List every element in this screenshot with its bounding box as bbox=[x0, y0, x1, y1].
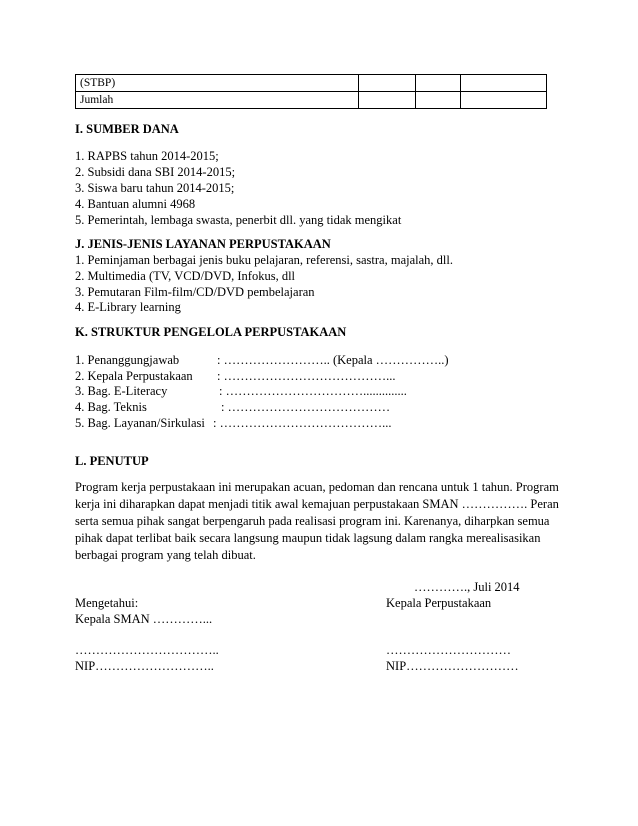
list-item-value: : …………………………………... bbox=[217, 369, 396, 383]
table-cell bbox=[461, 92, 547, 109]
signature-right-name: ………………………… bbox=[386, 643, 511, 657]
list-item: 1. RAPBS tahun 2014-2015; bbox=[75, 149, 219, 163]
table-cell bbox=[359, 92, 415, 109]
list-item-role: 1. Penanggungjawab bbox=[75, 353, 180, 367]
table-row bbox=[76, 75, 547, 92]
list-item-role: 4. Bag. Teknis bbox=[75, 400, 147, 414]
closing-paragraph bbox=[75, 479, 565, 564]
list-item-value: : …………………………….............. bbox=[219, 384, 407, 398]
table-cell bbox=[415, 92, 460, 109]
list-item-role: 3. Bag. E-Literacy bbox=[75, 384, 168, 398]
signature-left-name: …………………………….. bbox=[75, 643, 219, 657]
paragraph-line: Program kerja perpustakaan ini merupakan acuan, pedoman dan rencana untuk 1 tahun. Program bbox=[75, 480, 559, 494]
list-item: 2. Subsidi dana SBI 2014-2015; bbox=[75, 165, 236, 179]
paragraph-line: pihak dapat terlibat baik secara langsung maupun tidak lagsung dalam rangka merealisasikan bbox=[75, 531, 541, 545]
signature-left-title: Kepala SMAN …………... bbox=[75, 612, 213, 626]
paragraph-line: serta semua pihak sangat berpengaruh pada realisasi program ini. Karenanya, diharpkan semua bbox=[75, 514, 550, 528]
signature-left-nip: NIP……………………….. bbox=[75, 659, 214, 673]
table-cell bbox=[461, 75, 547, 92]
list-item: 3. Siswa baru tahun 2014-2015; bbox=[75, 181, 235, 195]
table-cell-label: (STBP) bbox=[76, 75, 359, 92]
table-cell bbox=[415, 75, 460, 92]
list-item-value: : ………………………………… bbox=[221, 400, 391, 414]
list-item-value: : …………………………………... bbox=[213, 416, 392, 430]
signature-left-label: Mengetahui: bbox=[75, 596, 139, 610]
summary-table bbox=[75, 74, 547, 109]
table-cell bbox=[359, 75, 415, 92]
signature-date: …………., Juli 2014 bbox=[414, 580, 520, 594]
list-item: 4. E-Library learning bbox=[75, 300, 181, 314]
list-item-role: 5. Bag. Layanan/Sirkulasi bbox=[75, 416, 205, 430]
section-heading-layanan: J. JENIS-JENIS LAYANAN PERPUSTAKAAN bbox=[75, 237, 331, 251]
section-heading-penutup: L. PENUTUP bbox=[75, 454, 149, 468]
signature-right-nip: NIP……………………… bbox=[386, 659, 519, 673]
list-item-role: 2. Kepala Perpustakaan bbox=[75, 369, 193, 383]
list-item: 2. Multimedia (TV, VCD/DVD, Infokus, dll bbox=[75, 269, 296, 283]
section-heading-struktur: K. STRUKTUR PENGELOLA PERPUSTAKAAN bbox=[75, 325, 347, 339]
table-cell-label: Jumlah bbox=[76, 92, 359, 109]
paragraph-line: kerja ini diharapkan dapat menjadi titik awal kemajuan perpustakaan SMAN ……………. Peran bbox=[75, 497, 559, 511]
list-item: 4. Bantuan alumni 4968 bbox=[75, 197, 196, 211]
list-item: 5. Pemerintah, lembaga swasta, penerbit dll. yang tidak mengikat bbox=[75, 213, 402, 227]
signature-right-title: Kepala Perpustakaan bbox=[386, 596, 492, 610]
list-item: 1. Peminjaman berbagai jenis buku pelajaran, referensi, sastra, majalah, dll. bbox=[75, 253, 453, 267]
list-item-value: : …………………….. (Kepala ……………..) bbox=[217, 353, 449, 367]
section-heading-sumber-dana: I. SUMBER DANA bbox=[75, 122, 179, 136]
list-item: 3. Pemutaran Film-film/CD/DVD pembelajaran bbox=[75, 285, 315, 299]
paragraph-line: berbagai program yang telah dibuat. bbox=[75, 548, 256, 562]
table-row bbox=[76, 92, 547, 109]
